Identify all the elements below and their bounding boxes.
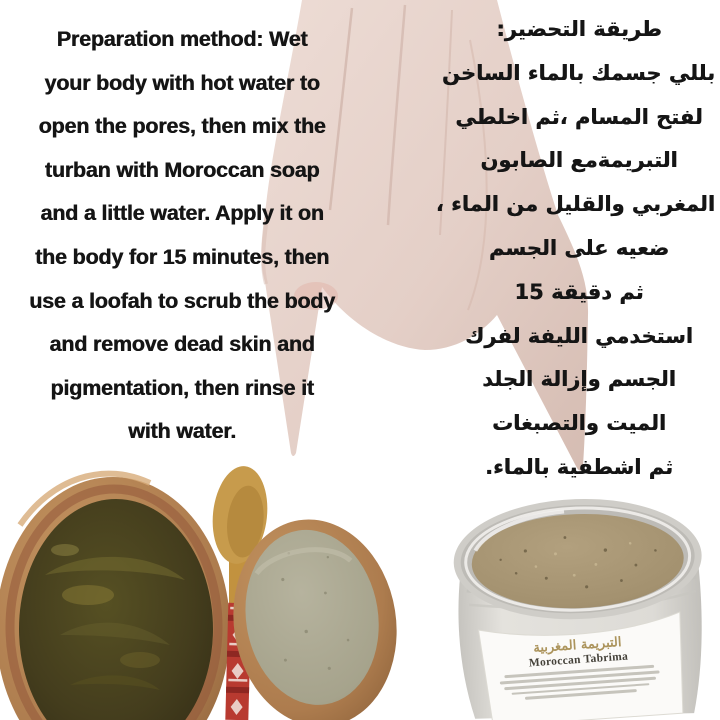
instruction-line-en: the body for 15 minutes, then — [34, 244, 330, 269]
jar-label-title-arabic: التبريمة المغربية — [532, 634, 623, 657]
instruction-line-en: Preparation method: Wet — [56, 27, 308, 51]
arabic-instructions — [435, 8, 715, 490]
instruction-line-en: with water. — [128, 419, 236, 444]
instruction-line-en: your body with hot water to — [44, 70, 320, 95]
instruction-line-ar: ضعيه على الجسم — [488, 235, 670, 260]
instruction-line-ar: ثم دقيقة 15 — [514, 279, 644, 304]
instruction-line-ar: طريقة التحضير: — [496, 17, 662, 41]
instruction-line-ar: الميت والتصبغات — [491, 411, 667, 436]
instruction-line-en: pigmentation, then rinse it — [50, 375, 314, 400]
instruction-line-ar: المغربي والقليل من الماء ، — [435, 192, 715, 217]
english-instructions — [0, 18, 364, 454]
instruction-line-en: turban with Moroccan soap — [44, 157, 320, 182]
instruction-line-ar: بللي جسمك بالماء الساخن — [441, 60, 715, 85]
instruction-line-ar: استخدمي الليفة لفرك — [465, 323, 693, 348]
instruction-line-en: and remove dead skin and — [49, 332, 315, 357]
instruction-line-ar: التبريمةمع الصابون — [480, 148, 678, 173]
soap-products-photo — [0, 455, 400, 720]
soap-bowl — [0, 474, 230, 720]
jar-label-title-english: Moroccan Tabrima — [528, 650, 629, 670]
instruction-line-en: and a little water. Apply it on — [40, 201, 324, 226]
instruction-line-ar: الجسم وإزالة الجلد — [482, 367, 676, 392]
instruction-line-en: open the pores, then mix the — [38, 114, 326, 139]
instruction-line-ar: ثم اشطفية بالماء. — [484, 454, 674, 479]
instruction-line-en: use a loofah to scrub the body — [29, 288, 335, 313]
instruction-line-ar: لفتح المسام ،ثم اخلطي — [455, 104, 703, 129]
